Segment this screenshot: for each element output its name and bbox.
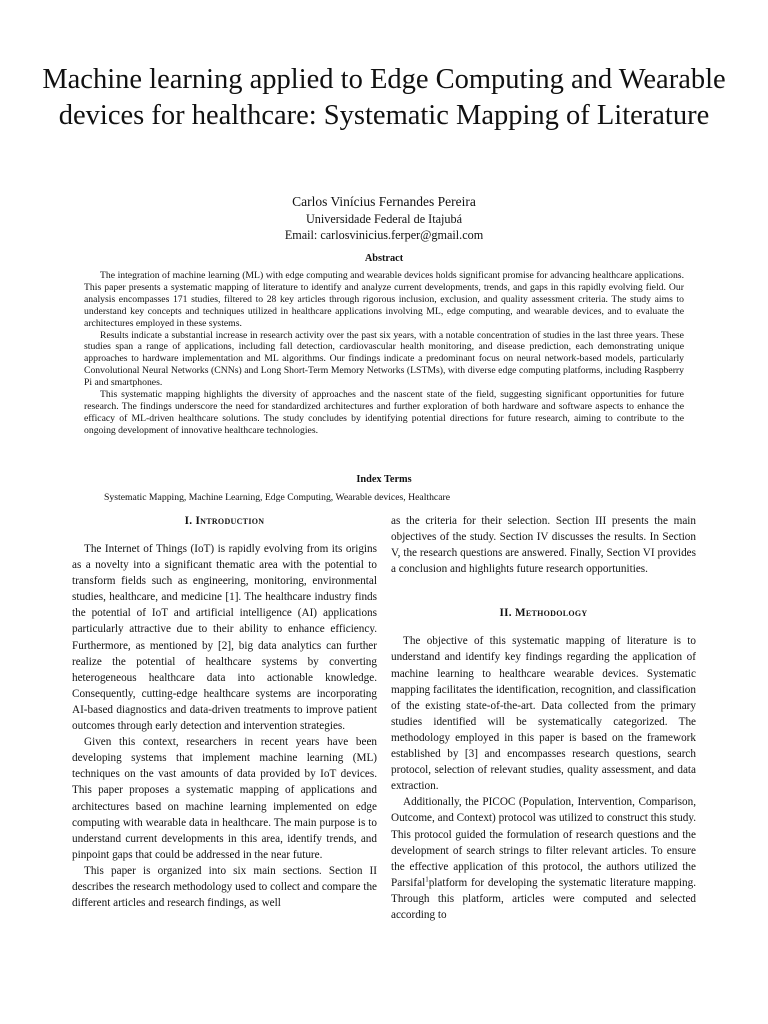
body-text: Additionally, the PICOC (Population, Intervention, Comparison, Outcome, and Context) protocol was utilized to construct this study. This protocol guided the formulation of research questions and the development of search strings to filter relevant articles. To ensure the effective application of this protocol, the authors utilized the Parsifal (391, 796, 696, 889)
body-paragraph (391, 794, 696, 923)
abstract-heading: Abstract (364, 253, 404, 264)
left-column (72, 513, 377, 911)
abstract-paragraph: The integration of machine learning (ML) with edge computing and wearable devices holds significant promise for advancing healthcare applications. This paper presents a systematic mapping of literature to identify and analyze current developments, trends, and gaps in this rapidly evolving field. Our analysis encompasses 171 studies, filtered to 28 key articles through rigorous inclusion, exclusion, and quality assessment criteria. The study aims to understand key concepts and techniques utilized in healthcare applications involving ML, edge computing, and wearable devices, and to evaluate the architectures employed in these systems. (84, 270, 684, 329)
section-heading-methodology: II. Methodology (499, 607, 588, 620)
section-heading-introduction: I. Introduction (184, 515, 265, 527)
abstract-paragraph: Results indicate a substantial increase in research activity over the past six years, with a notable concentration of studies in the last three years. These studies span a range of applications, including fall detection, cardiovascular health monitoring, and disease prediction, each demonstrating unique approaches to hardware implementation and ML algorithms. Our findings indicate a predominant focus on neural network-based models, particularly Convolutional Neural Networks (CNNs) and Long Short-Term Memory Networks (LSTMs), with diverse edge computing platforms, including Raspberry Pi and smartphones. (84, 329, 684, 389)
abstract-body (84, 270, 684, 437)
index-terms-text: Systematic Mapping, Machine Learning, Edge Computing, Wearable devices, Healthcare (104, 492, 451, 503)
author-name: Carlos Vinícius Fernandes Pereira (292, 194, 476, 209)
body-paragraph: This paper is organized into six main sections. Section II describes the research methodology used to collect and compare the different articles and research findings, as well (72, 864, 377, 910)
body-paragraph: The Internet of Things (IoT) is rapidly evolving from its origins as a novelty into a significant thematic area with the potential to transform fields such as engineering, monitoring, environmental studies, healthcare, and medicine [1]. The healthcare industry finds the potential of IoT and artificial intelligence (AI) applications particularly attractive due to their ability to enhance efficiency. Furthermore, as mentioned by [2], big data analytics can further realize the potential of healthcare systems by converting heterogeneous healthcare data into actionable knowledge. Consequently, cutting-edge healthcare systems are incorporating AI-based diagnostics and data-driven treatments to improve patient outcomes through early detection and intervention strategies. (72, 543, 377, 733)
author-block (60, 194, 708, 244)
footnote-mark: 1 (425, 875, 429, 884)
author-affiliation: Universidade Federal de Itajubá (305, 211, 462, 226)
right-column (391, 513, 696, 923)
abstract-paragraph: This systematic mapping highlights the diversity of approaches and the nascent state of the field, suggesting significant opportunities for future research. The findings underscore the need for standardized architectures and further exploration of both hardware and software aspects to enhance the efficacy of ML-driven healthcare solutions. The study concludes by identifying potential directions for future research, aiming to contribute to the ongoing development of innovative healthcare technologies. (84, 389, 684, 436)
body-paragraph: Given this context, researchers in recent years have been developing systems that implement machine learning (ML) techniques on the vast amounts of data provided by IoT devices. This paper proposes a systematic mapping of applications and architectures based on machine learning implemented on edge computing with wearable data in healthcare. The main purpose is to understand current developments in this area, identify trends, and pinpoint gaps that could be addressed in the near future. (72, 736, 377, 861)
paper-title: Machine learning applied to Edge Computing and Wearable devices for healthcare: Systematic Mapping of Literature (42, 64, 726, 131)
body-paragraph: The objective of this systematic mapping of literature is to understand and identify key findings regarding the application of machine learning to healthcare wearable devices. Systematic mapping facilitates the identification, recognition, and classification of the existing state-of-the-art. Data collected from the primary studies identified will be systematically categorized. The methodology employed in this paper is based on the framework established by [3] and encompasses research questions, search protocol, selection of relevant studies, quality assessment, and data extraction. (391, 635, 696, 793)
body-text: platform for developing the systematic literature mapping. Through this platform, articles were computed and selected according to (391, 876, 696, 921)
body-paragraph-continued: as the criteria for their selection. Section III presents the main objectives of the study. Section IV discusses the results. In Section V, the research questions are answered. Finally, Section VI provides a conclusion and highlights future research opportunities. (391, 515, 696, 576)
index-terms-heading: Index Terms (356, 474, 412, 485)
author-email: Email: carlosvinicius.ferper@gmail.com (284, 228, 484, 242)
